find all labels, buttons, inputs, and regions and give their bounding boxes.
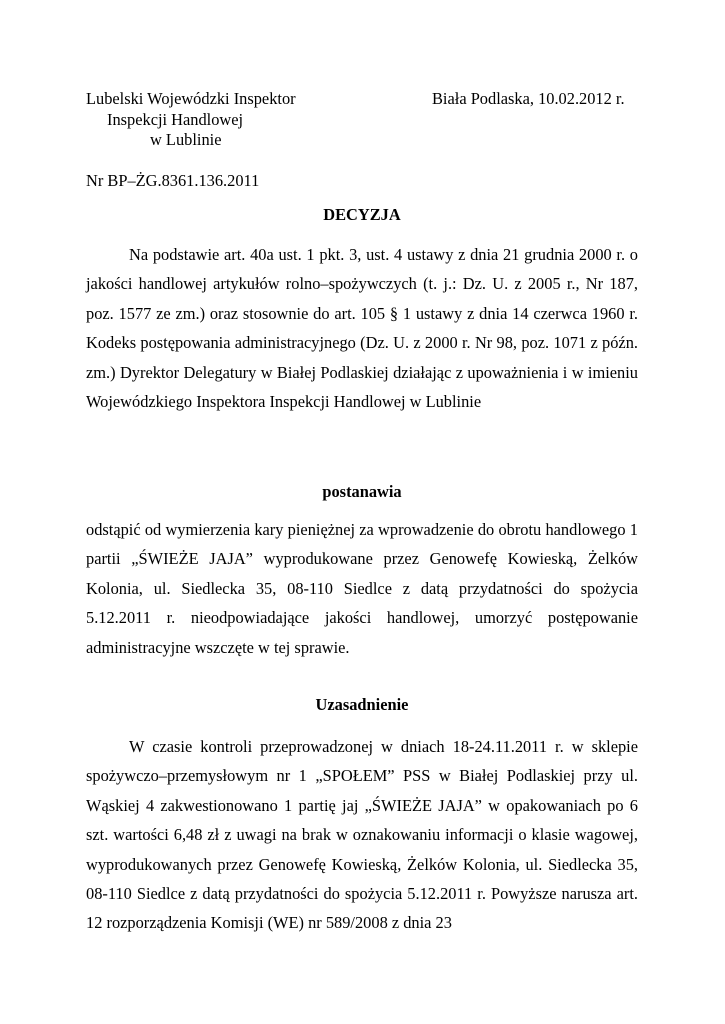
intro-paragraph: Na podstawie art. 40a ust. 1 pkt. 3, ust. 4 ustawy z dnia 21 grudnia 2000 r. o jakości handlowej artykułów rolno–spożywczych (t. j.: Dz. U. z 2005 r., Nr 187, poz. 1577 ze zm.) oraz stosownie do art. 105 § 1 ustawy z dnia 14 czerwca 1960 r. Kodeks postępowania administracyjnego (Dz. U. z 2000 r. Nr 98, poz. 1071 z późn. zm.) Dyrektor Delegatury w Białej Podlaskiej działając z upoważnienia i w imieniu Wojewódzkiego Inspektora Inspekcji Handlowej w Lublinie: [86, 245, 638, 412]
justification-heading: Uzasadnienie: [315, 695, 409, 714]
issuer-block: [86, 89, 296, 151]
decision-paragraph: odstąpić od wymierzenia kary pieniężnej za wprowadzenie do obrotu handlowego 1 partii „ŚWIEŻE JAJA” wyprodukowane przez Genowefę Kowieską, Żelków Kolonia, ul. Siedlecka 35, 08-110 Siedlce z datą przydatności do spożycia 5.12.2011 r. nieodpowiadające jakości handlowej, umorzyć postępowanie administracyjne wszczęte w tej sprawie.: [86, 520, 638, 657]
justification-paragraph: W czasie kontroli przeprowadzonej w dniach 18-24.11.2011 r. w sklepie spożywczo–przemysłowym nr 1 „SPOŁEM” PSS w Białej Podlaskiej przy ul. Wąskiej 4 zakwestionowano 1 partię jaj „ŚWIEŻE JAJA” w opakowaniach po 6 szt. wartości 6,48 zł z uwagi na brak w oznakowaniu informacji o klasie wagowej, wyprodukowanych przez Genowefę Kowieską, Żelków Kolonia, ul. Siedlecka 35, 08-110 Siedlce z datą przydatności do spożycia 5.12.2011 r. Powyższe narusza art. 12 rozporządzenia Komisji (WE) nr 589/2008 z dnia 23: [86, 737, 638, 933]
document-title: DECYZJA: [323, 205, 401, 224]
reference-number: Nr BP–ŻG.8361.136.2011: [86, 171, 260, 190]
decision-heading: postanawia: [322, 482, 402, 501]
issuer-line-2: Inspekcji Handlowej: [107, 109, 244, 129]
issuer-line-3: w Lublinie: [150, 130, 222, 149]
issuer-line-1: Lubelski Wojewódzki Inspektor: [86, 89, 296, 108]
place-and-date: Biała Podlaska, 10.02.2012 r.: [432, 89, 625, 108]
document-header: [86, 89, 638, 169]
